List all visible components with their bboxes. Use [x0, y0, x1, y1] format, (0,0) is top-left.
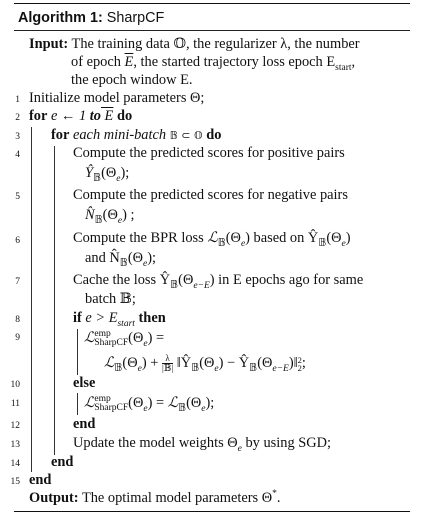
y-hat: Ŷ — [85, 165, 94, 181]
line-5a — [73, 186, 348, 204]
sub: 𝔹 — [178, 400, 187, 414]
frag: ) — [345, 230, 351, 246]
sub: e — [143, 338, 148, 349]
line-number: 8 — [15, 315, 20, 325]
frag: )‖ — [288, 355, 298, 371]
frag: Compute the BPR loss — [73, 230, 208, 246]
sub: 𝔹 — [217, 235, 226, 249]
sub: 𝔹 — [318, 235, 327, 249]
algorithm-label: Algorithm 1: — [18, 10, 103, 26]
kw-for: for — [51, 127, 70, 143]
sub: e — [201, 403, 206, 414]
line-4b — [85, 164, 129, 182]
sub: e−E — [272, 363, 289, 374]
line-number: 11 — [10, 399, 20, 409]
kw-end: end — [73, 416, 96, 432]
frag: ; — [301, 355, 306, 371]
kw-end: end — [51, 454, 74, 470]
loss-symbol: ℒ — [207, 230, 218, 246]
frag: batch 𝔹; — [85, 291, 136, 307]
frag: by using SGD; — [241, 435, 332, 451]
kw-to: to — [89, 108, 101, 124]
frag: e > E — [81, 310, 118, 326]
frag: (Θ — [101, 165, 117, 181]
line-13 — [73, 434, 331, 452]
frag: ) = — [147, 395, 168, 411]
line-6a — [73, 229, 351, 247]
sub: e — [117, 215, 123, 226]
sup: emp — [94, 393, 111, 404]
frag: (Θ — [128, 330, 144, 346]
line-7b — [85, 290, 136, 308]
algorithm-box — [10, 3, 410, 513]
line-number: 5 — [15, 192, 20, 202]
frag: (Θ — [127, 250, 144, 266]
frag: ) based on Ŷ — [245, 230, 319, 246]
sub: e — [240, 238, 246, 249]
sub: e — [237, 443, 242, 454]
sub: e−E — [193, 280, 210, 291]
sub: SharpCF — [94, 337, 129, 348]
frag: (Θ — [128, 395, 144, 411]
frag: ); — [205, 395, 215, 411]
sub: 𝔹 — [114, 360, 123, 374]
input-line-2 — [71, 53, 355, 71]
for-epoch-bar — [31, 127, 32, 472]
line-number: 7 — [15, 277, 20, 287]
line-12 — [73, 415, 95, 433]
input-text-1: The training data 𝕆, the regularizer λ, the number — [71, 36, 360, 52]
frag: and N̂ — [85, 250, 120, 266]
loss-symbol: ℒ — [167, 395, 179, 411]
sub: 𝔹 — [170, 277, 179, 291]
line-2-range: e ← 1 — [47, 108, 90, 124]
line-5b — [85, 206, 134, 224]
frag: (Θ — [326, 230, 342, 246]
else-bar — [77, 393, 78, 415]
kw-else: else — [73, 375, 96, 391]
line-7a — [73, 271, 363, 289]
sub: e — [143, 258, 148, 269]
line-number: 3 — [15, 132, 20, 142]
kw-if: if — [73, 310, 82, 326]
input-text-2b: , the started trajectory loss epoch E — [133, 54, 336, 70]
sub: start — [117, 318, 135, 329]
output-end: . — [276, 490, 281, 506]
loss-symbol: ℒ — [84, 330, 95, 346]
frag: (Θ — [122, 355, 138, 371]
line-number: 9 — [15, 333, 20, 343]
n-hat: N̂ — [85, 207, 95, 223]
input-text-2a: of epoch — [71, 54, 125, 70]
input-text-2c: , — [351, 54, 356, 70]
output-line — [29, 489, 281, 507]
sub: 𝔹 — [94, 212, 103, 226]
frag: ‖Ŷ — [173, 355, 192, 371]
line-number: 12 — [10, 421, 20, 431]
line-number: 14 — [10, 459, 20, 469]
frag: (Θ — [186, 395, 202, 411]
sub: 𝔹 — [93, 170, 102, 184]
line-number: 4 — [15, 150, 20, 160]
for-batch-bar — [54, 146, 55, 455]
input-line-3 — [71, 71, 193, 89]
line-number: 6 — [15, 236, 20, 246]
frag: ) − Ŷ — [218, 355, 250, 371]
sub: e — [137, 363, 142, 374]
sub: e — [214, 363, 219, 374]
line-6b — [85, 249, 156, 267]
sup: emp — [94, 328, 111, 339]
line-number: 2 — [15, 113, 20, 123]
sub: SharpCF — [94, 402, 129, 413]
frag: (Θ — [225, 230, 241, 246]
frag: (Θ — [199, 355, 215, 371]
bottom-rule — [14, 511, 410, 512]
line-2-ebar: E — [100, 108, 114, 124]
frag: (Θ — [102, 207, 118, 223]
line-14 — [51, 453, 73, 471]
line-10 — [73, 374, 95, 392]
sub: e — [341, 238, 346, 249]
if-bar — [77, 329, 78, 375]
line-number: 13 — [10, 440, 20, 450]
line-1-text: Initialize model parameters Θ; — [29, 90, 205, 106]
frag: ) = — [147, 330, 165, 346]
input-sub-start: start — [335, 62, 352, 73]
line-11 — [84, 394, 214, 413]
frac-num: λ — [162, 354, 173, 364]
kw-end: end — [29, 472, 52, 488]
algorithm-name: SharpCF — [106, 10, 165, 26]
line-3 — [51, 126, 221, 145]
frag: Cache the loss Ŷ — [73, 272, 171, 288]
output-sup: * — [272, 489, 277, 500]
frag: ); — [120, 165, 130, 181]
line-15 — [29, 471, 51, 489]
sub: e — [116, 173, 121, 184]
input-text-3: the epoch window E. — [71, 72, 193, 88]
frag: ) ; — [122, 207, 135, 223]
loss-symbol: ℒ — [84, 395, 95, 411]
line-4a — [73, 144, 345, 162]
algorithm-title — [18, 10, 164, 26]
line-3-each: each mini-batch — [69, 127, 170, 143]
output-keyword: Output: — [29, 490, 79, 506]
frag: ) in E epochs ago for same — [209, 272, 364, 288]
sub: e — [143, 403, 148, 414]
kw-do: do — [113, 108, 133, 124]
line-4a-text: Compute the predicted scores for positive pairs — [73, 145, 345, 161]
kw-do: do — [202, 127, 222, 143]
line-1 — [29, 89, 204, 107]
output-text: The optimal model parameters Θ — [81, 490, 273, 506]
line-number: 1 — [15, 95, 20, 105]
title-rule — [14, 30, 410, 31]
line-2 — [29, 107, 132, 125]
lambda-fraction — [162, 354, 173, 373]
loss-symbol: ℒ — [104, 355, 115, 371]
kw-for: for — [29, 108, 48, 124]
line-number: 10 — [10, 380, 20, 390]
line-9b — [104, 354, 306, 373]
frag: (Θ — [257, 355, 273, 371]
frag: ) + — [141, 355, 162, 371]
line-5a-text: Compute the predicted scores for negative pairs — [73, 187, 348, 203]
frag: (Θ — [178, 272, 194, 288]
input-line-1 — [29, 35, 360, 53]
frag: Update the model weights Θ — [73, 435, 238, 451]
sub: 𝔹 — [191, 360, 200, 374]
sub: 𝔹 — [249, 360, 258, 374]
top-rule — [14, 3, 410, 4]
frac-den: |𝔹| — [161, 363, 174, 374]
input-keyword: Input: — [29, 36, 69, 52]
line-number: 15 — [10, 477, 20, 487]
sub: 2 — [297, 362, 302, 373]
epoch-ebar: $\overline{E}$ — [124, 54, 134, 70]
sub: 𝔹 — [119, 255, 128, 269]
line-8 — [73, 309, 166, 327]
sup: 2 — [297, 354, 302, 365]
line-9a — [84, 329, 164, 348]
line-3-batch: 𝔹 ⊂ 𝕆 — [169, 129, 203, 142]
frag: ); — [147, 250, 157, 266]
kw-then: then — [134, 310, 166, 326]
